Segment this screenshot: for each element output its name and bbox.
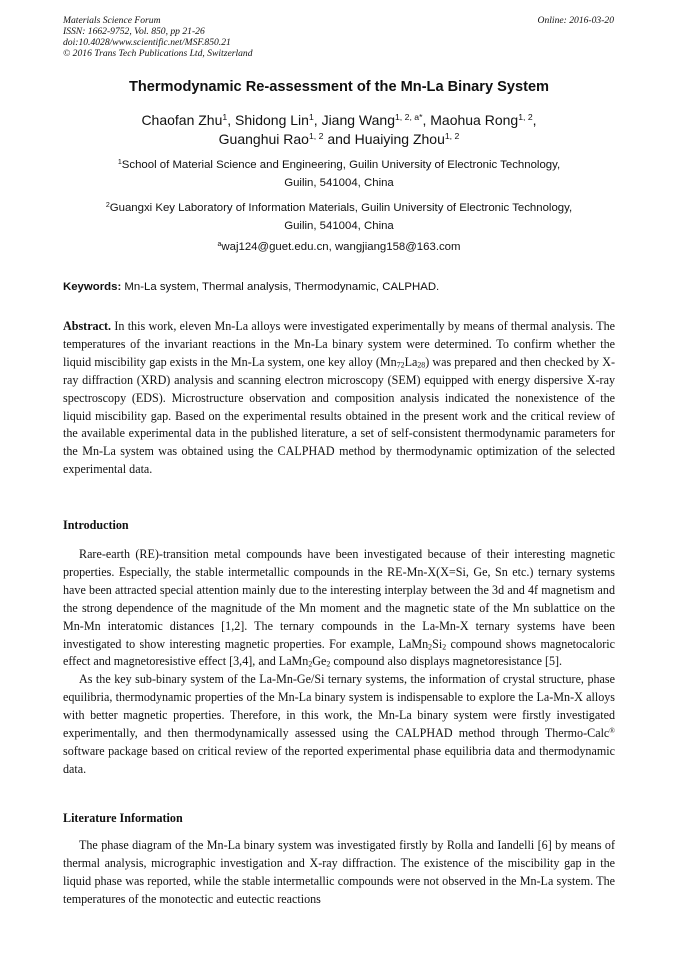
abstract-label: Abstract. bbox=[63, 319, 112, 333]
affiliation-1 bbox=[40, 156, 638, 192]
online-date: Online: 2016-03-20 bbox=[537, 15, 614, 26]
paper-title: Thermodynamic Re-assessment of the Mn-La Binary System bbox=[128, 79, 550, 95]
author-separator: , bbox=[422, 112, 431, 128]
abstract-text: In this work, eleven Mn-La alloys were investigated experimentally by means of thermal analysis. The temperatures of the invariant reactions in the Mn-La binary system were determined. To confirm whether the liquid miscibility gap exists in the Mn-La system, one key alloy (Mn bbox=[63, 319, 615, 369]
subscript: 2 bbox=[442, 642, 447, 652]
corresponding-email bbox=[40, 241, 638, 253]
copyright-line: © 2016 Trans Tech Publications Ltd, Switzerland bbox=[63, 48, 253, 59]
paragraph bbox=[63, 671, 615, 778]
email-mark: a bbox=[217, 241, 222, 249]
author-name: Huaiying Zhou bbox=[354, 131, 445, 147]
paragraph-text: The phase diagram of the Mn-La binary system was investigated firstly by Rolla and Iandelli [6] by means of thermal analysis, micrographic investigation and X-ray diffraction. The existence of the miscibility gap in the liquid phase was reported, while the stable intermetallic compounds were not observed in the Mn-La system. The temperatures of the monotectic and eutectic reactions bbox=[63, 838, 615, 906]
paragraph-text: Ge bbox=[312, 654, 327, 669]
section-heading-literature: Literature Information bbox=[63, 811, 183, 825]
author-list bbox=[40, 111, 638, 149]
paragraph bbox=[63, 546, 615, 671]
affiliation-line: Guangxi Key Laboratory of Information Materials, Guilin University of Electronic Technology, bbox=[109, 202, 573, 214]
doi-line: doi:10.4028/www.scientific.net/MSF.850.21 bbox=[63, 37, 231, 48]
subscript: 2 bbox=[326, 660, 331, 669]
subscript: 28 bbox=[417, 360, 426, 370]
author-affiliation-mark: 1, 2 bbox=[518, 112, 533, 123]
journal-name: Materials Science Forum bbox=[63, 15, 161, 26]
abstract-text: La bbox=[404, 354, 418, 369]
author-name: Guanghui Rao bbox=[218, 131, 309, 147]
paragraph-text: software package based on critical review of the reported experimental phase equilibria data and thermodynamic data. bbox=[63, 743, 615, 776]
email-address: waj124@guet.edu.cn, wangjiang158@163.com bbox=[221, 241, 461, 253]
paragraph-text: Rare-earth (RE)-transition metal compounds have been investigated because of their interesting magnetic properties. Especially, the stable intermetallic compounds in the RE-Mn-X(X=Si, Ge, Sn etc.) ternary systems have been attracted special attention mainly due to the interesting interplay between the 3d and 4f magnetism and the strong dependence of the magnitude of the Mn moment and the magnetic state of the Mn sublattice on the Mn-Mn interatomic distances [1,2]. The ternary compounds in the La-Mn-X ternary systems have been investigated to show interesting magnetic properties. For example, LaMn bbox=[63, 547, 615, 651]
author-affiliation-mark: 1, 2, a* bbox=[394, 112, 423, 123]
paragraph bbox=[63, 837, 615, 909]
affiliation-mark: 1 bbox=[117, 159, 122, 167]
abstract-text: ) was prepared and then checked by X-ray diffraction (XRD) analysis and scanning electron microscopy (SEM) equipped with energy dispersive X-ray spectroscopy (EDS). Microstructure observation and composition analysis indicated the nonexistence of the liquid miscibility gap. Based on the experimental results obtained in the present work and the critical review of the available experimental data in the published literature, a set of self-consistent thermodynamic parameters for the Mn-La system was obtained using the CALPHAD method by thermodynamic optimization of the selected experimental data. bbox=[63, 354, 615, 477]
author-name: Maohua Rong bbox=[430, 112, 519, 128]
author-separator: , bbox=[227, 112, 235, 128]
paragraph-text: compound also displays magnetoresistance [5]. bbox=[330, 654, 563, 669]
keywords-text: Mn-La system, Thermal analysis, Thermodynamic, CALPHAD. bbox=[121, 281, 440, 293]
author-affiliation-mark: 1, 2 bbox=[308, 131, 324, 142]
registered-mark: ® bbox=[609, 725, 615, 735]
author-name: Chaofan Zhu bbox=[141, 112, 223, 128]
subscript: 2 bbox=[428, 642, 433, 652]
affiliation-line: Guilin, 541004, China bbox=[284, 177, 394, 189]
author-name: Shidong Lin bbox=[235, 112, 309, 128]
abstract bbox=[63, 318, 615, 479]
affiliation-line: School of Material Science and Engineering, Guilin University of Electronic Technology, bbox=[121, 159, 561, 171]
author-name: Jiang Wang bbox=[321, 112, 395, 128]
subscript: 2 bbox=[308, 660, 313, 669]
journal-header bbox=[63, 15, 253, 59]
literature-body bbox=[63, 837, 615, 909]
keywords-label: Keywords: bbox=[63, 281, 122, 293]
affiliation-mark: 2 bbox=[105, 202, 110, 210]
paragraph-text: Si bbox=[432, 636, 443, 651]
paragraph-text: compound shows magnetocaloric effect and magnetoresistive effect [3,4], and LaMn bbox=[63, 636, 615, 669]
author-affiliation-mark: 1, 2 bbox=[444, 131, 460, 142]
author-separator: , bbox=[313, 112, 322, 128]
author-affiliation-mark: 1 bbox=[308, 112, 314, 123]
author-separator: and bbox=[323, 131, 355, 147]
author-affiliation-mark: 1 bbox=[222, 112, 228, 123]
subscript: 72 bbox=[396, 360, 405, 370]
affiliation-line: Guilin, 541004, China bbox=[284, 220, 394, 232]
keywords bbox=[63, 281, 439, 293]
author-separator: , bbox=[532, 112, 537, 128]
issn-line: ISSN: 1662-9752, Vol. 850, pp 21-26 bbox=[63, 26, 205, 37]
paragraph-text: As the key sub-binary system of the La-Mn-Ge/Si ternary systems, the information of crystal structure, phase equilibria, thermodynamic properties of the Mn-La binary system is indispensable to explore the La-Mn-X alloys with better magnetic properties. Therefore, in this work, the Mn-La binary system were firstly investigated experimentally, and then thermodynamically assessed using the CALPHAD method through Thermo-Calc bbox=[63, 672, 615, 741]
section-heading-introduction: Introduction bbox=[63, 518, 129, 532]
introduction-body bbox=[63, 546, 615, 779]
affiliation-2 bbox=[40, 199, 638, 235]
